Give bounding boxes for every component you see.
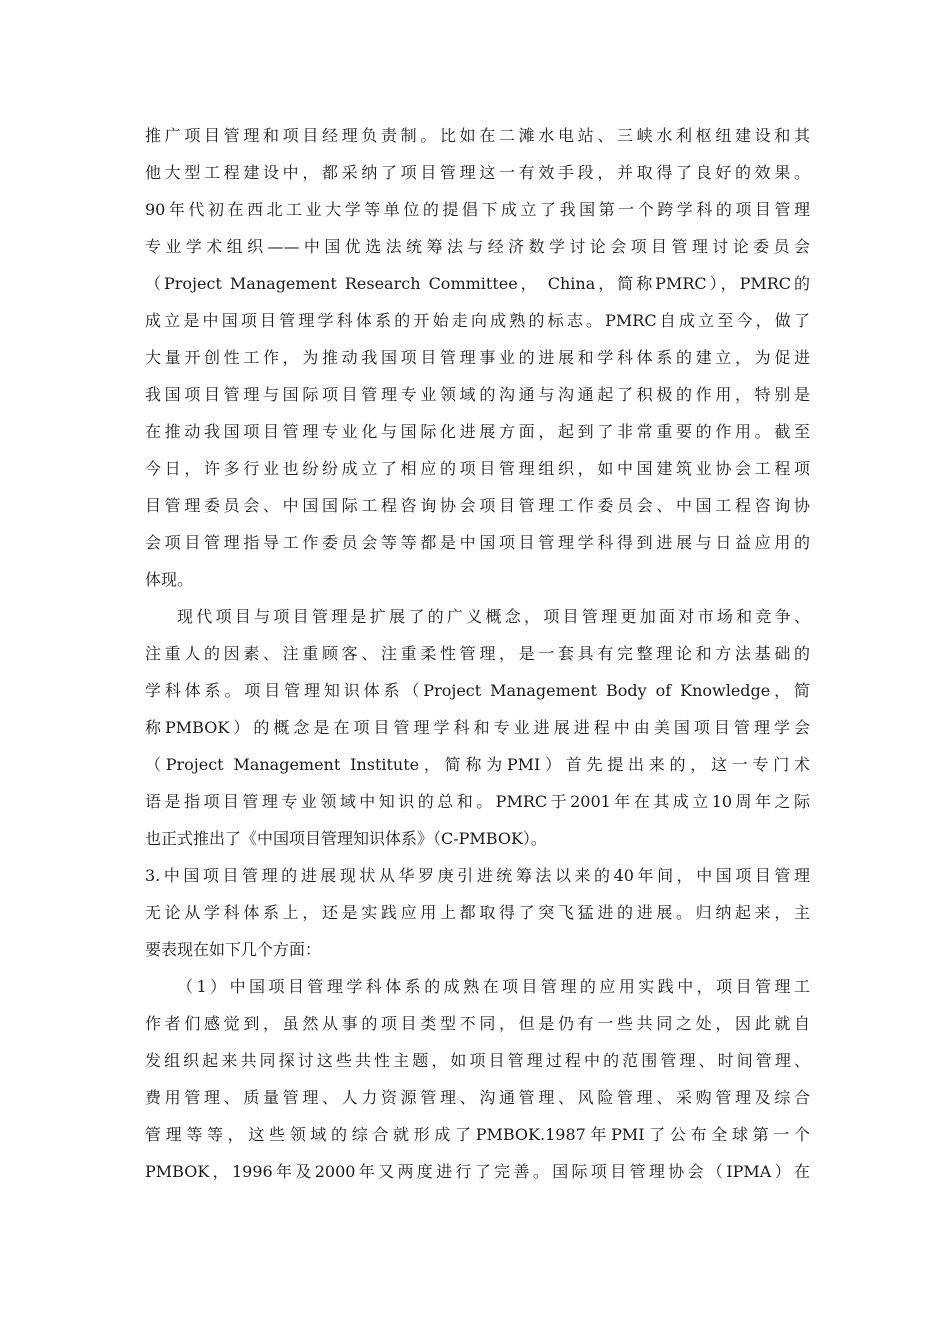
- text-line: （Project Management Research Committee， China，简称PMRC），PMRC的: [145, 274, 810, 293]
- text-line: 3.中国项目管理的进展现状从华罗庚引进统筹法以来的40年间，中国项目管理: [145, 866, 810, 885]
- text-line: 称PMBOK）的概念是在项目管理学科和专业进展进程中由美国项目管理学会: [145, 718, 810, 737]
- text-line: 发组织起来共同探讨这些共性主题，如项目管理过程中的范围管理、时间管理、: [145, 1051, 810, 1070]
- text-line: 学科体系。项目管理知识体系（Project Management Body of Knowledge，简: [145, 681, 810, 700]
- text-line: 90年代初在西北工业大学等单位的提倡下成立了我国第一个跨学科的项目管理: [145, 200, 810, 219]
- text-line: 专业学术组织——中国优选法统筹法与经济数学讨论会项目管理讨论委员会: [145, 237, 810, 256]
- text-line: （Project Management Institute，简称为PMI）首先提出来的，这一专门术: [145, 755, 810, 774]
- text-line: 大量开创性工作，为推动我国项目管理事业的进展和学科体系的建立，为促进: [145, 348, 810, 367]
- text-line: PMBOK，1996年及2000年又两度进行了完善。国际项目管理协会（IPMA）在: [145, 1162, 810, 1181]
- text-line: 现代项目与项目管理是扩展了的广义概念，项目管理更加面对市场和竞争、: [177, 607, 810, 626]
- text-line: 作者们感觉到，虽然从事的项目类型不同，但是仍有一些共同之处，因此就自: [145, 1014, 810, 1033]
- text-line: 要表现在如下几个方面：: [145, 940, 322, 959]
- text-line: 管理等等，这些领域的综合就形成了PMBOK.1987年PMI了公布全球第一个: [145, 1125, 810, 1144]
- text-line: 目管理委员会、中国国际工程咨询协会项目管理工作委员会、中国工程咨询协: [145, 496, 810, 515]
- body-text: [145, 117, 810, 1190]
- text-line: 费用管理、质量管理、人力资源管理、沟通管理、风险管理、采购管理及综合: [145, 1088, 810, 1107]
- text-line: 推广项目管理和项目经理负责制。比如在二滩水电站、三峡水利枢纽建设和其: [145, 126, 810, 145]
- text-line: 在推动我国项目管理专业化与国际化进展方面，起到了非常重要的作用。截至: [145, 422, 810, 441]
- text-line: 今日，许多行业也纷纷成立了相应的项目管理组织，如中国建筑业协会工程项: [145, 459, 810, 478]
- text-line: 成立是中国项目管理学科体系的开始走向成熟的标志。PMRC自成立至今，做了: [145, 311, 810, 330]
- text-line: 无论从学科体系上，还是实践应用上都取得了突飞猛进的进展。归纳起来，主: [145, 903, 810, 922]
- text-line: 体现。: [145, 570, 194, 589]
- text-line: 语是指项目管理专业领域中知识的总和。PMRC于2001年在其成立10周年之际: [145, 792, 810, 811]
- text-line: 也正式推出了《中国项目管理知识体系》（C-PMBOK）。: [145, 829, 547, 848]
- text-line: 会项目管理指导工作委员会等等都是中国项目管理学科得到进展与日益应用的: [145, 533, 810, 552]
- text-line: 我国项目管理与国际项目管理专业领域的沟通与沟通起了积极的作用，特别是: [145, 385, 810, 404]
- text-line: （1）中国项目管理学科体系的成熟在项目管理的应用实践中，项目管理工: [177, 977, 810, 996]
- text-line: 注重人的因素、注重顾客、注重柔性管理，是一套具有完整理论和方法基础的: [145, 644, 810, 663]
- text-line: 他大型工程建设中，都采纳了项目管理这一有效手段，并取得了良好的效果。: [145, 163, 810, 182]
